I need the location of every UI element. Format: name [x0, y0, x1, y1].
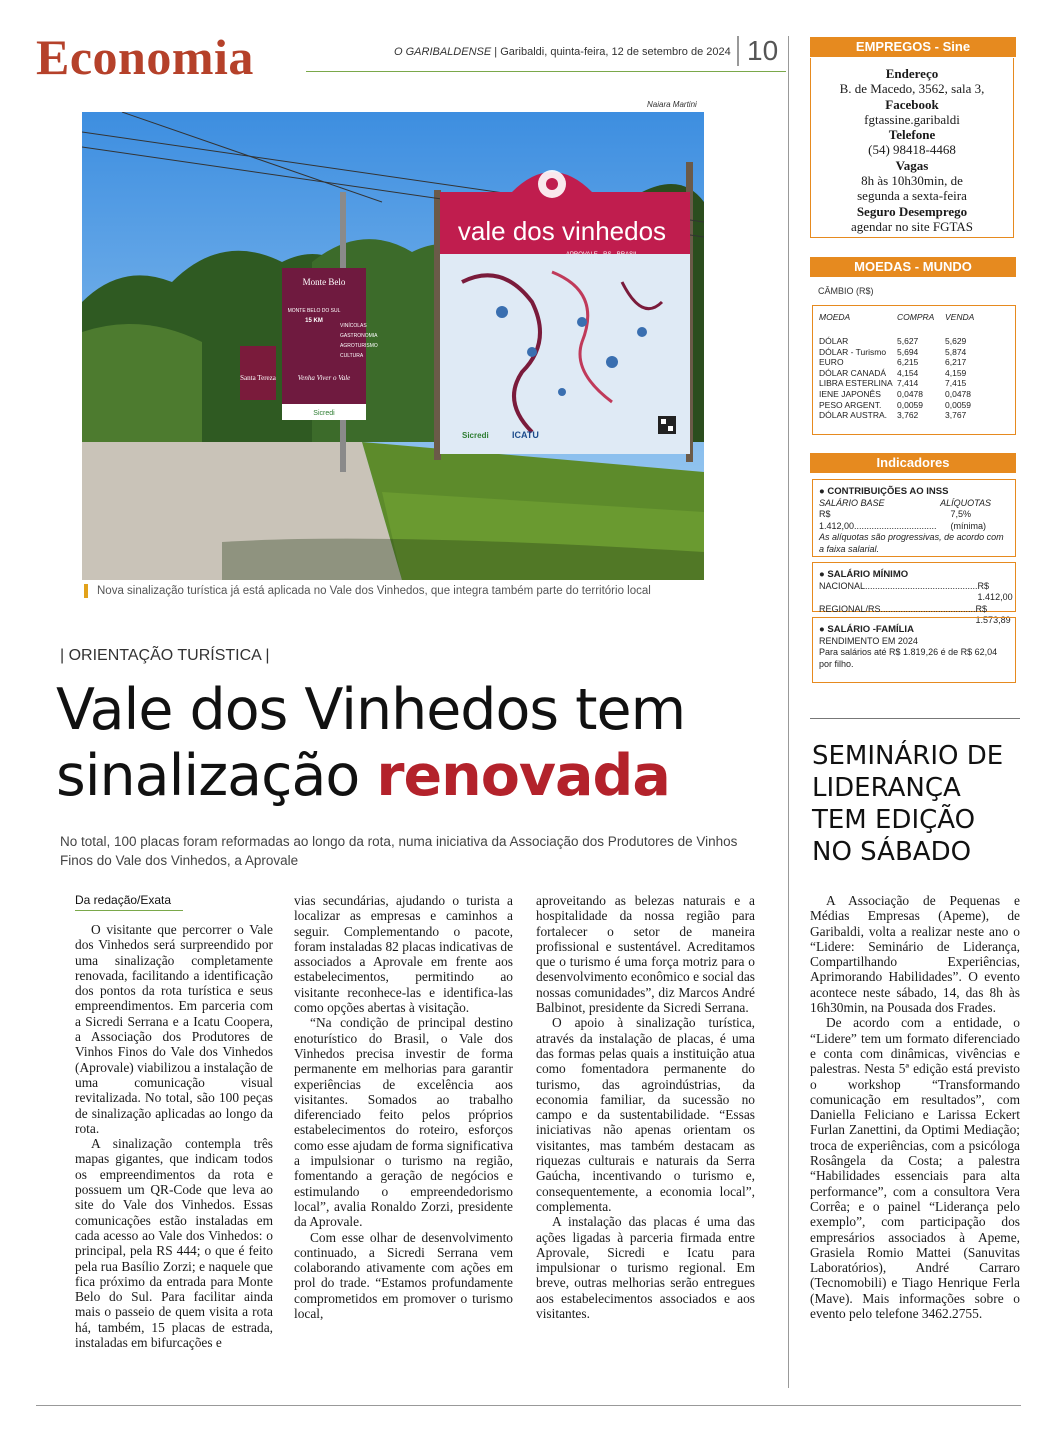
currency-buy: 6,215	[897, 357, 919, 368]
sm-nacional-value: R$ 1.412,00	[977, 580, 1013, 602]
paragraph: A Associação de Pequenas e Médias Empresas (Apeme), de Garibaldi, volta a realizar neste ano o “Lidere: Seminário de Liderança, Compartilhando Experiências, Aprimorando Habilidades”. O evento acontece neste sábado, 14, das 8h às 16h30min, na Pousada dos Frades.	[810, 893, 1020, 1016]
facebook-value: fgtassine.garibaldi	[864, 111, 960, 127]
photo-illustration	[82, 112, 704, 580]
monte-belo-line-3: VINÍCOLAS	[340, 323, 367, 329]
cambio-label: CÂMBIO (R$)	[818, 286, 874, 296]
monte-belo-line-4: GASTRONOMIA	[340, 333, 378, 339]
photo-caption: Nova sinalização turística já está aplicada no Vale dos Vinhedos, que integra também parte do território local	[97, 585, 651, 597]
header-rule	[306, 71, 786, 72]
vagas-label: Vagas	[895, 157, 929, 173]
caption-marker	[84, 584, 88, 598]
currency-name: DÓLAR AUSTRA.	[819, 410, 888, 421]
sm-nacional-row	[819, 580, 1013, 604]
seguro-label: Seguro Desemprego	[856, 203, 968, 219]
article-column-3	[536, 893, 755, 1321]
table-row	[819, 368, 993, 379]
article-byline: Da redação/Exata	[75, 893, 183, 911]
empregos-box	[810, 58, 1014, 238]
paragraph: aproveitando as belezas naturais e a hospitalidade da nossa região para fortalecer o setor de maneira profissional e sustentável. Acreditamos que o turismo é uma força motriz para o desenvolvimento econômico e social das nossas comunidades”, diz Marcos André Balbinot, presidente da Sicredi Serrana.	[536, 893, 755, 1016]
side-article-body	[810, 893, 1020, 1321]
currency-buy: 5,627	[897, 336, 919, 346]
currency-sell: 7,415	[945, 378, 967, 389]
vale-sign-sponsor-2: ICATU	[512, 430, 539, 440]
inss-value: R$ 1.412,00.................................	[819, 509, 937, 531]
endereco-label: Endereço	[885, 66, 939, 81]
side-article-title: SEMINÁRIO DE LIDERANÇA TEM EDIÇÃO NO SÁBADO	[812, 741, 1004, 867]
currency-name: DÓLAR - Turismo	[819, 346, 887, 357]
sm-regional-label: REGIONAL/RS......................................	[819, 603, 976, 614]
monte-belo-sign-title: Monte Belo	[302, 277, 346, 287]
paragraph: De acordo com a entidade, o “Lidere” tem um formato diferenciado e conta com dinâmicas, vivências e palestras. Nesta 5ª edição está previsto o workshop “Transformando comunicação em resultados”, com Daniella Feliciano e Larissa Eckert Furlan Zanettini, da Optimi Mediação; troca de experiências, com a psicóloga Rosângela da Costa; a palestra “Habilidades essenciais para alta performance”, com a consultora Vera Corrêa; e o painel “Liderança pelo exemplo”, com participação dos empresários associados à Apeme, Grasiela Romio Mattei (Sanuvitas Laboratórios), André Carraro (Tecnomobili) e Tiago Henrique Ferla (Mave). Mais informações sobre o evento pelo telefone 3462.2755.	[810, 1015, 1020, 1322]
paragraph: O visitante que percorrer o Vale dos Vinhedos será surpreendido por uma sinalização completamente renovada, facilitando a identificação dos pontos da rota turística e seus empreendimentos. Em parceria com a Sicredi Serrana e a Icatu Coopera, a Associação dos Produtores de Vinhos Finos do Vale dos Vinhedos (Aprovale) viabilizou a instalação de uma comunicação visual revitalizada. No total, são 100 peças de sinalização aplicadas ao longo da rota.	[75, 922, 273, 1136]
article-column-2	[294, 893, 513, 1321]
currency-buy: 4,154	[897, 367, 919, 378]
table-row	[819, 410, 993, 421]
currency-buy: 0,0478	[897, 388, 923, 399]
currency-buy: 7,414	[897, 378, 919, 389]
currency-buy: 0,0059	[897, 399, 923, 410]
left-sign-text: Santa Tereza	[240, 374, 276, 382]
currency-name: LIBRA ESTERLINA	[819, 378, 893, 389]
currency-name: DÓLAR	[819, 336, 849, 346]
column-divider	[788, 36, 789, 1388]
telefone-label: Telefone	[888, 127, 936, 143]
article-kicker: | ORIENTAÇÃO TURÍSTICA |	[60, 647, 270, 664]
paragraph: “Na condição de principal destino enoturístico do Brasil, o Vale dos Vinhedos precisa investir de forma permanente em melhorias para garantir experiências de excelência aos visitantes. Somados ao trabalho diferenciado feito pelos próprios estabelecimentos do roteiro, esforços como esse ajudam de forma significativa a impulsionar o turismo na região, fomentando a geração de negócios e estimulando o empreendedorismo local”, avalia Ronaldo Zorzi, presidente da Aprovale.	[294, 1015, 514, 1230]
inss-title: ● CONTRIBUIÇÕES AO INSS	[819, 486, 949, 497]
currency-buy: 5,694	[897, 346, 919, 357]
paragraph: O apoio à sinalização turística, através da instalação de placas, é uma das formas pelas quais a instituição atua como fomentadora permanente do turismo, das agroindústrias, da economia familiar, da sucessão no campo e da sustentabilidade. “Essas iniciativas não apenas orientam os visitantes, mas também destacam as riquezas culturais e naturais da Serra Gaúcha, incentivando o turismo e, consequentemente, a economia local”, complementa.	[536, 1015, 755, 1214]
table-row	[819, 336, 993, 347]
monte-belo-footer: Venha Viver o Vale	[297, 374, 351, 382]
inss-rate: 7,5% (mínima)	[950, 509, 987, 531]
monte-belo-line-5: AGROTURISMO	[340, 343, 378, 349]
moedas-table	[812, 305, 1016, 435]
article-column-1	[75, 922, 273, 1350]
currency-sell: 6,217	[945, 357, 967, 368]
inss-col1: SALÁRIO BASE	[819, 497, 885, 508]
paragraph: A instalação das placas é uma das ações ligadas à parceria firmada entre Aprovale, Sicredi e Icatu para impulsionar o turismo regional. Em breve, outras melhorias serão entregues aos estabelecimentos associados e aos visitantes.	[536, 1214, 755, 1322]
sm-nacional-label: NACIONAL.............................................	[819, 580, 978, 591]
inss-col2: ALÍQUOTAS	[940, 497, 991, 508]
masthead-separator: |	[494, 46, 501, 58]
vale-sign-sponsor-1: Sicredi	[462, 431, 489, 440]
moedas-header-row	[819, 312, 993, 336]
monte-belo-line-2: 15 KM	[305, 318, 323, 324]
monte-belo-line-1: MONTE BELO DO SUL	[287, 308, 341, 314]
empregos-header: EMPREGOS - Sine	[810, 37, 1016, 57]
sm-regional-value: R$ 1.573,89	[975, 603, 1011, 625]
seguro-value: agendar no site FGTAS	[850, 218, 974, 234]
currency-name: PESO ARGENT.	[819, 399, 882, 410]
currency-sell: 0,0478	[945, 388, 971, 399]
sf-line-1: RENDIMENTO EM 2024	[819, 635, 918, 646]
col-header: VENDA	[945, 312, 975, 322]
col-header: MOEDA	[819, 312, 851, 322]
paragraph: vias secundárias, ajudando o turista a localizar as empresas e caminhos a seguir. Complementando o pacote, foram instaladas 82 placas indicativas de associados a Aprovale em frente aos estabelecimentos, permitindo ao visitante reconhece-las e identifica-las como opções abertas à visitação.	[294, 893, 514, 1016]
article-photo	[82, 112, 704, 580]
currency-sell: 5,629	[945, 336, 967, 346]
paper-name: O GARIBALDENSE	[394, 46, 492, 58]
salario-minimo-box	[812, 562, 1016, 625]
currency-buy: 3,762	[897, 410, 919, 421]
currency-sell: 4,159	[945, 367, 967, 378]
sf-title: ● SALÁRIO -FAMÍLIA	[819, 624, 914, 635]
currency-name: EURO	[819, 357, 844, 368]
table-row	[819, 389, 993, 400]
currency-name: IENE JAPONÊS	[819, 388, 881, 399]
section-title: Economia	[36, 29, 254, 85]
headline-word: sinalização	[56, 743, 360, 809]
table-row	[819, 378, 993, 389]
telefone-value: (54) 98418-4468	[868, 142, 956, 158]
currency-sell: 3,767	[945, 410, 967, 421]
inss-header-row	[819, 498, 1009, 510]
col-header: COMPRA	[897, 312, 935, 322]
sf-line-2: Para salários até R$ 1.819,26 é de R$ 62,04 por filho.	[819, 647, 998, 669]
article-subhead: No total, 100 placas foram reformadas ao longo da rota, numa iniciativa da Associação dos Produtores de Vinhos Finos do Vale dos Vinhedos, a Aprovale	[60, 834, 738, 868]
paragraph: Com esse olhar de desenvolvimento continuado, a Sicredi Serrana vem colaborando ativamente com ações em prol do trade. “Estamos profundamente comprometidos em promover o turismo local,	[294, 1229, 513, 1322]
page-bottom-rule	[36, 1405, 1021, 1406]
moedas-header: MOEDAS - MUNDO	[810, 257, 1016, 277]
monte-belo-line-6: CULTURA	[340, 353, 364, 359]
paragraph: A sinalização contempla três mapas gigantes, que indicam todos os empreendimentos da rota e possuem um QR-Code que leva ao site do Vale dos Vinhedos. Essas comunicações estão instaladas em cada acesso ao Vale dos Vinhedos: o principal, pela RS 444; o que é feito pela rua Basílio Zorzi; e naquele que fica próximo da entrada para Monte Belo do Sul. Para facilitar ainda mais o passeio de quem visita a rota há, também, 15 placas de estrada, instaladas em bifurcações e	[75, 1136, 273, 1351]
side-article-rule	[810, 718, 1020, 719]
article-headline	[56, 677, 685, 809]
facebook-label: Facebook	[885, 96, 939, 112]
table-row	[819, 347, 993, 358]
monte-belo-sponsor: Sicredi	[313, 410, 335, 417]
page-number: 10	[737, 36, 778, 66]
headline-line-2	[56, 743, 685, 809]
headline-line-1: Vale dos Vinhedos tem	[56, 677, 686, 743]
salario-familia-box	[812, 617, 1016, 683]
sm-title: ● SALÁRIO MÍNIMO	[819, 569, 909, 580]
photo-credit: Naiara Martini	[647, 100, 697, 109]
masthead	[394, 46, 731, 58]
currency-sell: 5,874	[945, 346, 967, 357]
table-row	[819, 357, 993, 368]
currency-name: DÓLAR CANADÁ	[819, 367, 887, 378]
vale-sign-title: vale dos vinhedos	[457, 216, 667, 246]
indicadores-header: Indicadores	[810, 453, 1016, 473]
inss-box	[812, 479, 1016, 557]
vagas-value-1: 8h às 10h30min, de	[861, 173, 963, 189]
vagas-value-2: segunda a sexta-feira	[857, 188, 967, 204]
currency-sell: 0,0059	[945, 399, 971, 410]
inss-note: As alíquotas são progressivas, de acordo com a faixa salarial.	[819, 532, 1004, 554]
inss-value-row	[819, 509, 1009, 532]
table-row	[819, 400, 993, 411]
headline-highlight: renovada	[376, 743, 670, 809]
endereco-value: B. de Macedo, 3562, sala 3,	[839, 81, 985, 97]
place-date: Garibaldi, quinta-feira, 12 de setembro de 2024	[500, 46, 731, 58]
